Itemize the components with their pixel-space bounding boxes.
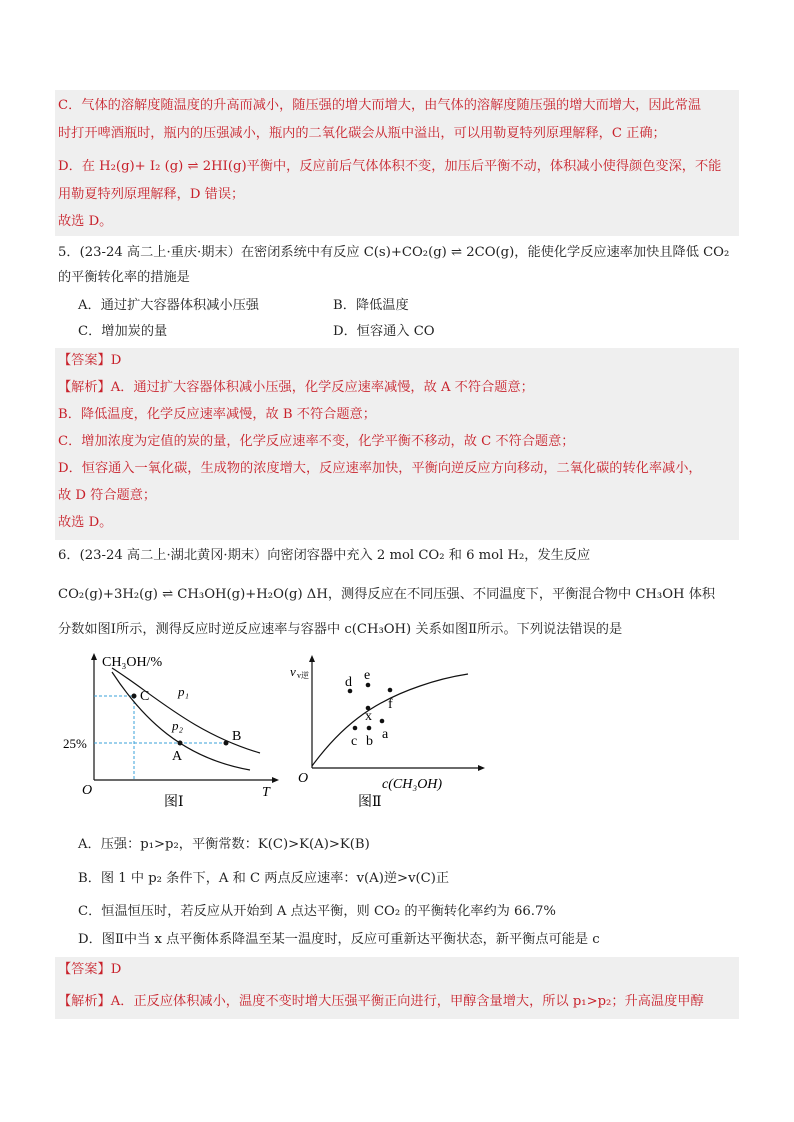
q5-expl-a: 【解析】A．通过扩大容器体积减小压强，化学反应速率减慢，故 A 不符合题意；: [58, 380, 534, 395]
fig1-point-c: [132, 694, 137, 699]
fig1-label-p1: p₁: [178, 684, 190, 699]
q6-option-a: A．压强：p₁>p₂，平衡常数：K(C)>K(A)>K(B): [78, 837, 370, 852]
prev-expl-c-line1: C．气体的溶解度随温度的升高而减小，随压强的增大而增大，由气体的溶解度随压强的增大而增大，因此常温: [58, 98, 702, 113]
q5-expl-b: B．降低温度，化学反应速率减慢，故 B 不符合题意；: [58, 407, 376, 422]
fig2-point-c: [353, 726, 358, 731]
q6-stem-line2: CO₂(g)+3H₂(g) ⇌ CH₃OH(g)+H₂O(g) ΔH，测得反应在不同压强、不同温度下，平衡混合物中 CH₃OH 体积: [58, 587, 716, 602]
fig2-label-e: e: [364, 668, 371, 683]
q6-answer-label: 【答案】D: [58, 962, 122, 977]
fig2-label-x: x: [365, 709, 372, 724]
fig2-point-a: [380, 719, 385, 724]
fig1-point-b: [224, 741, 229, 746]
q6-option-c: C．恒温恒压时，若反应从开始到 A 点达平衡，则 CO₂ 的平衡转化率约为 66.7%: [78, 904, 556, 919]
figure-2: [290, 648, 490, 818]
fig2-point-b: [367, 726, 372, 731]
fig1-label-a: A: [172, 749, 183, 764]
fig1-y-label: CH₃OH/%: [102, 655, 163, 670]
fig1-x-label: T: [262, 785, 270, 800]
q5-expl-d1: D．恒容通入一氧化碳，生成物的浓度增大，反应速率加快，平衡向逆反应方向移动，二氧化碳的转化率减小，: [58, 461, 702, 476]
q5-answer-label: 【答案】D: [58, 353, 122, 368]
fig1-y-arrow: [91, 653, 97, 660]
prev-expl-c-line2: 时打开啤酒瓶时，瓶内的压强减小，瓶内的二氧化碳会从瓶中溢出，可以用勒夏特列原理解释，C 正确；: [58, 126, 666, 141]
fig2-caption: 图Ⅱ: [358, 795, 382, 810]
q5-option-d: D．恒容通入 CO: [333, 324, 435, 339]
fig1-point-a: [178, 741, 183, 746]
fig1-label-p2: p₂: [172, 718, 184, 733]
fig2-point-f: [388, 688, 393, 693]
q5-option-b: B．降低温度: [333, 298, 409, 313]
fig2-x-label: c(CH₃OH): [382, 777, 443, 792]
fig2-x-arrow: [478, 765, 485, 771]
q6-option-b: B．图 1 中 p₂ 条件下，A 和 C 两点反应速率：v(A)逆>v(C)正: [78, 871, 450, 886]
q6-expl-a: 【解析】A．正反应体积减小，温度不变时增大压强平衡正向进行，甲醇含量增大，所以 p₁>p₂；升高温度甲醇: [58, 994, 704, 1009]
q6-option-d: D．图Ⅱ中当 x 点平衡体系降温至某一温度时，反应可重新达平衡状态，新平衡点可能是 c: [78, 932, 600, 947]
fig2-label-d: d: [345, 675, 352, 690]
q6-stem-line1: 6．(23-24 高二上·湖北黄冈·期末）向密闭容器中充入 2 mol CO₂ 和 6 mol H₂，发生反应: [58, 548, 591, 563]
q5-expl-c: C．增加浓度为定值的炭的量，化学反应速率不变，化学平衡不移动，故 C 不符合题意；: [58, 434, 575, 449]
fig2-y-arrow: [309, 655, 315, 662]
fig1-label-c: C: [140, 689, 150, 704]
q5-stem-line2: 的平衡转化率的措施是: [58, 270, 190, 285]
fig2-origin: O: [298, 771, 309, 786]
fig1-origin: O: [82, 783, 93, 798]
fig1-label-b: B: [232, 729, 242, 744]
q5-expl-d2: 故 D 符合题意；: [58, 488, 157, 503]
prev-expl-conclusion: 故选 D。: [58, 214, 113, 229]
q6-stem-line3: 分数如图Ⅰ所示，测得反应时逆反应速率与容器中 c(CH₃OH) 关系如图Ⅱ所示。下列说法错误的是: [58, 622, 623, 637]
q5-stem-line1: 5．(23-24 高二上·重庆·期末）在密闭系统中有反应 C(s)+CO₂(g) ⇌ 2CO(g)，能使化学反应速率加快且降低 CO₂: [58, 245, 730, 260]
q5-option-a: A．通过扩大容器体积减小压强: [78, 298, 259, 313]
fig2-y-label: v: [290, 664, 296, 679]
fig1-x-arrow: [272, 777, 279, 783]
fig2-label-c: c: [351, 734, 358, 749]
fig2-point-e: [366, 683, 371, 688]
figure-1: [63, 648, 282, 818]
fig2-y-label-sub: v逆: [297, 671, 309, 680]
prev-expl-d-line2: 用勒夏特列原理解释，D 错误；: [58, 187, 245, 202]
q5-conclusion: 故选 D。: [58, 515, 113, 530]
q5-option-c: C．增加炭的量: [78, 324, 168, 339]
fig2-label-b: b: [366, 734, 373, 749]
fig1-tick-25: 25%: [63, 736, 87, 751]
fig2-label-f: f: [388, 697, 393, 712]
fig1-caption: 图Ⅰ: [164, 795, 184, 810]
fig2-label-a: a: [382, 727, 389, 742]
prev-expl-d-line1: D．在 H₂(g)+ I₂ (g) ⇌ 2HI(g)平衡中，反应前后气体体积不变，加压后平衡不动，体积减小使得颜色变深，不能: [58, 159, 722, 174]
